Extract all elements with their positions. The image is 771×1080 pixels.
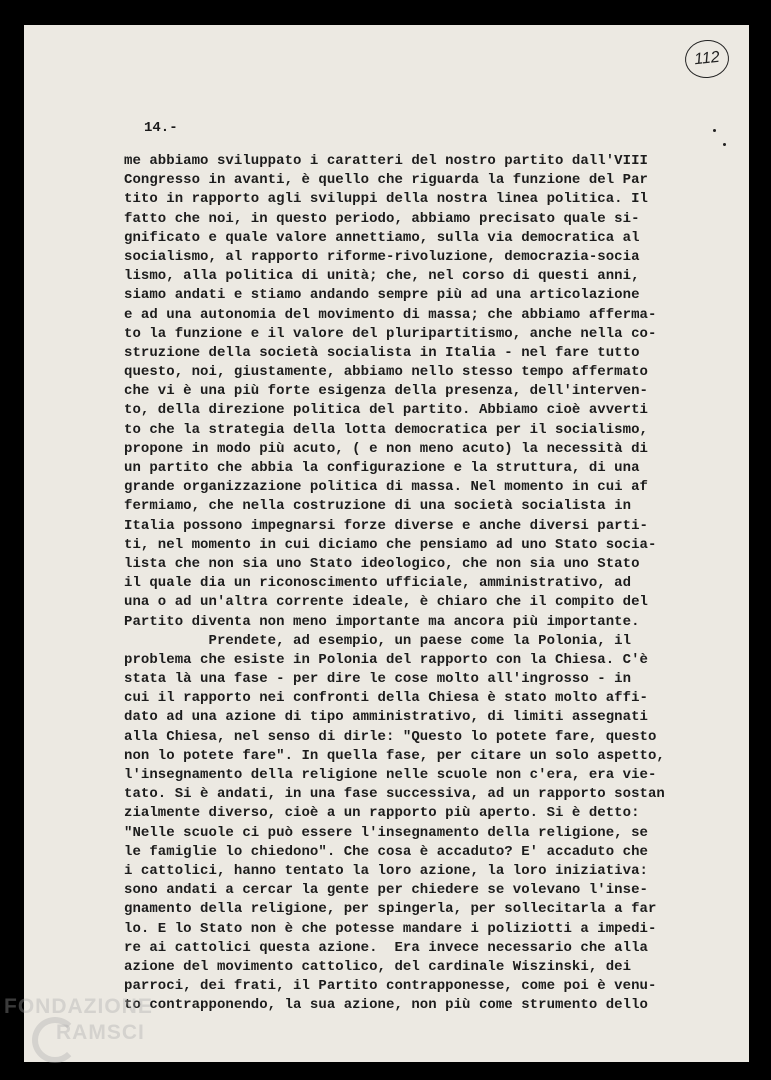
ink-speck [713,129,716,132]
text-line: Italia possono impegnarsi forze diverse e anche diversi parti- [124,517,648,534]
text-line: parroci, dei frati, il Partito contrapponesse, come poi è venu- [124,978,657,995]
page-number: 14.- [144,120,178,136]
folio-stamp: 112 [683,38,731,80]
text-line: problema che esiste in Polonia del rapporto con la Chiesa. C'è [124,651,648,668]
text-line: "Nelle scuole ci può essere l'insegnamento della religione, se [124,824,648,841]
text-line: sono andati a cercar la gente per chiedere se volevano l'inse- [124,882,648,899]
text-line: siamo andati e stiamo andando sempre più ad una articolazione [124,287,640,304]
text-line: stata là una fase - per dire le cose molto all'ingrosso - in [124,671,632,688]
text-line: ti, nel momento in cui diciamo che pensiamo ad uno Stato socia- [124,536,657,553]
text-line: non lo potete fare". In quella fase, per citare un solo aspetto, [124,747,665,764]
text-line: grande organizzazione politica di massa. Nel momento in cui af [124,479,648,496]
text-line: to, della direzione politica del partito. Abbiamo cioè avverti [124,402,648,419]
body-text [124,152,744,1015]
text-line: propone in modo più acuto, ( e non meno acuto) la necessità di [124,440,648,457]
text-line: struzione della società socialista in Italia - nel fare tutto [124,344,640,361]
ink-speck [723,143,726,146]
text-line: azione del movimento cattolico, del cardinale Wiszinski, dei [124,958,632,975]
watermark-line1: FONDAZIONE [4,995,153,1018]
text-line: le famiglie lo chiedono". Che cosa è accaduto? E' accaduto che [124,843,648,860]
document-page [24,25,749,1062]
text-line: un partito che abbia la configurazione e la struttura, di una [124,460,640,476]
text-line: questo, noi, giustamente, abbiamo nello stesso tempo affermato [124,364,648,381]
text-line: zialmente diverso, cioè a un rapporto più aperto. Si è detto: [124,805,640,822]
text-line: l'insegnamento della religione nelle scuole non c'era, era vie- [124,767,657,783]
text-line: gnamento della religione, per spingerla, per sollecitarla a far [124,901,657,918]
text-line: che vi è una più forte esigenza della presenza, dell'interven- [124,383,648,400]
text-line: lismo, alla politica di unità; che, nel corso di questi anni, [124,268,640,285]
archive-watermark [4,995,204,1075]
text-line: Partito diventa non meno importante ma ancora più importante. [124,613,640,630]
text-line: alla Chiesa, nel senso di dirle: "Questo lo potete fare, questo [124,728,657,745]
text-line: fatto che noi, in questo periodo, abbiamo precisato quale si- [124,210,640,227]
text-line: il quale dia un riconoscimento ufficiale, amministrativo, ad [124,575,632,592]
text-line: fermiamo, che nella costruzione di una società socialista in [124,498,632,515]
watermark-line2: RAMSCI [56,1021,145,1044]
text-line: Congresso in avanti, è quello che riguarda la funzione del Par [124,172,648,189]
text-line: Prendete, ad esempio, un paese come la Polonia, il [124,632,632,649]
text-line: re ai cattolici questa azione. Era invece necessario che alla [124,939,648,956]
text-line: me abbiamo sviluppato i caratteri del nostro partito dall'VIII [124,153,648,169]
text-line: una o ad un'altra corrente ideale, è chiaro che il compito del [124,594,648,611]
text-line: gnificato e quale valore annettiamo, sulla via democratica al [124,229,640,246]
text-line: e ad una autonomia del movimento di massa; che abbiamo afferma- [124,306,657,323]
text-line: i cattolici, hanno tentato la loro azione, la loro iniziativa: [124,862,648,879]
text-line: tito in rapporto agli sviluppi della nostra linea politica. Il [124,191,648,208]
text-line: lo. E lo Stato non è che potesse mandare i poliziotti a impedi- [124,920,657,937]
text-line: lista che non sia uno Stato ideologico, che non sia uno Stato [124,555,640,572]
text-line: dato ad una azione di tipo amministrativo, di limiti assegnati [124,709,648,726]
text-line: to che la strategia della lotta democratica per il socialismo, [124,421,648,438]
text-line: tato. Si è andati, in una fase successiva, ad un rapporto sostan [124,786,665,803]
text-line: to la funzione e il valore del pluripartitismo, anche nella co- [124,325,657,342]
text-line: socialismo, al rapporto riforme-rivoluzione, democrazia-socia [124,248,640,265]
text-line: to contrapponendo, la sua azione, non più come strumento dello [124,997,648,1014]
text-line: cui il rapporto nei confronti della Chiesa è stato molto affi- [124,690,648,707]
